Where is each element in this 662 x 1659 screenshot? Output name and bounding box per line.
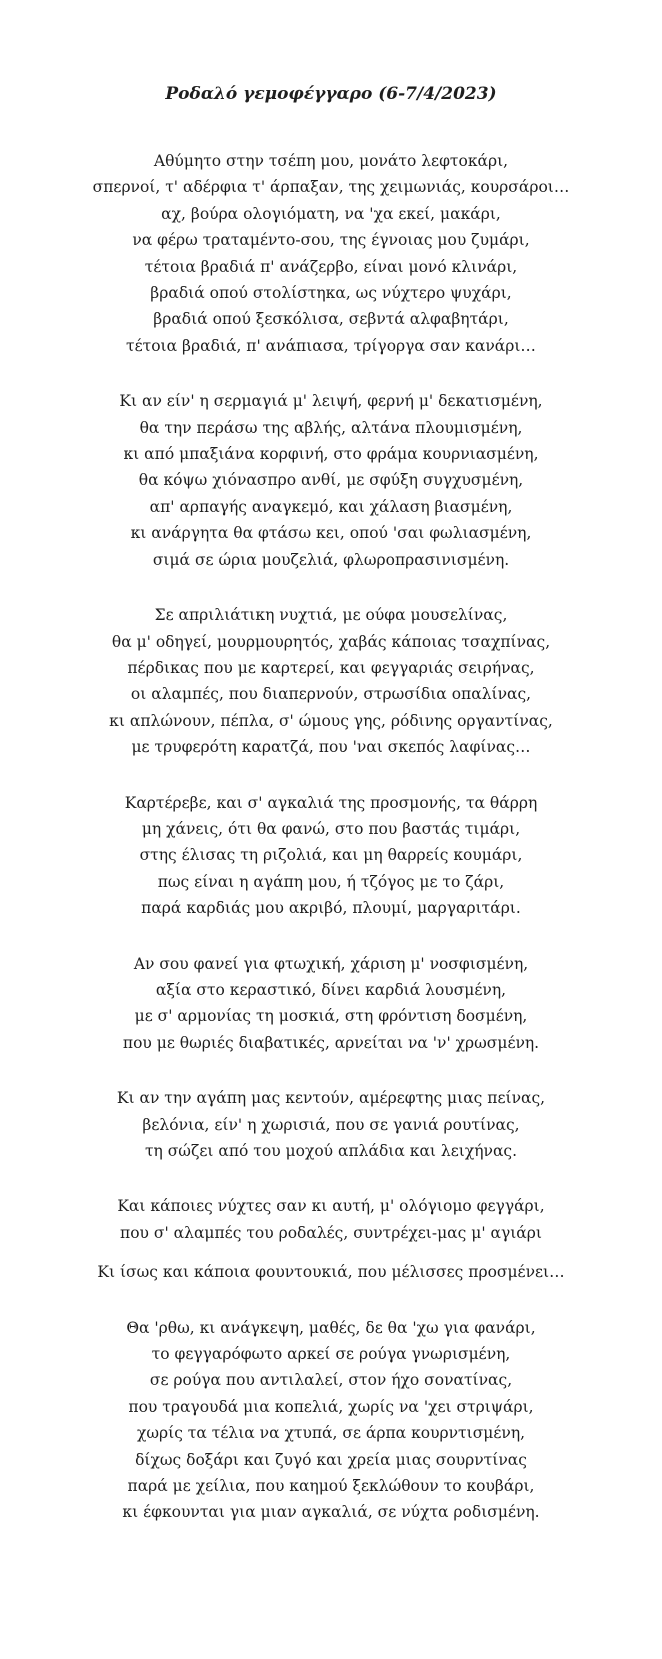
poem-line: που τραγουδά μια κοπελιά, χωρίς να 'χει στριψάρι, <box>128 1397 534 1416</box>
poem-line: κι από μπαξιάνα κορφινή, στο φράμα κουρνιασμένη, <box>123 445 539 464</box>
poem-line: πέρδικας που με καρτερεί, και φεγγαριάς σειρήνας, <box>127 658 535 677</box>
poem-line: κι απλώνουν, πέπλα, σ' ώμους γης, ρόδινης οργαντίνας, <box>109 711 553 730</box>
stanza-gap <box>0 573 662 602</box>
poem-line: βραδιά οπού στολίστηκα, ως νύχτερο ψυχάρι, <box>150 284 512 303</box>
stanza-gap <box>0 1246 662 1259</box>
stanza <box>0 1259 662 1285</box>
poem-line: κι έφκουνται για μιαν αγκαλιά, σε νύχτα ροδισμένη. <box>122 1503 540 1522</box>
poem-line: να φέρω τραταμέντο-σου, της έγνοιας μου ζυμάρι, <box>132 231 530 250</box>
poem-line: με τρυφερότη καρατζά, που 'ναι σκεπός λαφίνας… <box>131 738 531 757</box>
stanza <box>0 388 662 573</box>
poem-line: τέτοια βραδιά, π' ανάπιασα, τρίγοργα σαν κανάρι… <box>126 336 536 355</box>
poem-line: Αθύμητο στην τσέπη μου, μονάτο λεφτοκάρι, <box>153 152 509 170</box>
poem-line: παρά με χείλια, που καημού ξεκλώθουν το κουβάρι, <box>127 1477 535 1496</box>
poem-line: Και κάποιες νύχτες σαν κι αυτή, μ' ολόγιομο φεγγάρι, <box>117 1197 545 1216</box>
stanza <box>0 790 662 922</box>
stanza-gap <box>0 1286 662 1315</box>
poem-line: δίχως δοξάρι και ζυγό και χρεία μιας σουρντίνας <box>135 1450 527 1469</box>
poem-line: Καρτέρεβε, και σ' αγκαλιά της προσμονής, τα θάρρη <box>124 793 538 812</box>
poem-title: Ροδαλό γεμοφέγγαρο (6-7/4/2023) <box>165 84 497 104</box>
poem-line: χωρίς τα τέλια να χτυπά, σε άρπα κουρντισμένη, <box>136 1424 526 1443</box>
poem-line: στης έλισας τη ριζολιά, και μη θαρρείς κουμάρι, <box>139 846 523 865</box>
poem-line: θα την περάσω της αβλής, αλτάνα πλουμισμένη, <box>139 418 523 437</box>
poem-line: πως είναι η αγάπη μου, ή τζόγος με το ζάρι, <box>157 872 505 891</box>
poem-line: σπερνοί, τ' αδέρφια τ' άρπαξαν, της χειμωνιάς, κουρσάροι… <box>92 178 570 197</box>
poem-line: Αν σου φανεί για φτωχική, χάριση μ' νοσφισμένη, <box>133 954 529 973</box>
stanza-gap <box>0 359 662 388</box>
stanza <box>0 1315 662 1526</box>
poem-line: το φεγγαρόφωτο αρκεί σε ρούγα γνωρισμένη, <box>151 1345 511 1364</box>
poem-line: σιμά σε ώρια μουζελιά, φλωροπρασινισμένη. <box>152 550 510 569</box>
poem-line: τέτοια βραδιά π' ανάζερβο, είναι μονό κλινάρι, <box>144 257 518 276</box>
poem-line: με σ' αρμονίας τη μοσκιά, στη φρόντιση δοσμένη, <box>134 1007 528 1026</box>
stanza <box>0 148 662 359</box>
poem-line: αχ, βούρα ολογιόματη, να 'χα εκεί, μακάρι, <box>161 204 501 223</box>
poem-line: θα μ' οδηγεί, μουρμουρητός, χαβάς κάποιας τσαχπίνας, <box>111 632 551 651</box>
stanza-gap <box>0 922 662 951</box>
stanza <box>0 951 662 1057</box>
poem-line: κι ανάργητα θα φτάσω κει, οπού 'σαι φωλιασμένη, <box>130 524 532 543</box>
stanza-gap <box>0 1056 662 1085</box>
poem-line: Κι ίσως και κάποια φουντουκιά, που μέλισσες προσμένει… <box>97 1263 565 1282</box>
poem-line: οι αλαμπές, που διαπερνούν, στρωσίδια οπαλίνας, <box>130 685 532 704</box>
poem-line: θα κόψω χιόνασπρο ανθί, με σφύξη συγχυσμένη, <box>138 471 524 490</box>
poem-line: που με θωριές διαβατικές, αρνείται να 'ν' χρωσμένη. <box>122 1033 540 1052</box>
stanza-gap <box>0 1164 662 1193</box>
poem-line: σε ρούγα που αντιλαλεί, στον ήχο σονατίνας, <box>149 1371 513 1390</box>
poem-line: τη σώζει από του μοχού απλάδια και λειχήνας. <box>144 1142 518 1160</box>
poem-line: Κι αν την αγάπη μας κεντούν, αμέρεφτης μιας πείνας, <box>116 1089 546 1108</box>
poem-line: παρά καρδιάς μου ακριβό, πλουμί, μαργαριτάρι. <box>141 899 521 918</box>
poem-body <box>0 148 662 1526</box>
poem-line: αξία στο κεραστικό, δίνει καρδιά λουσμένη, <box>155 980 507 999</box>
poem-line: βραδιά οπού ξεσκόλισα, σεβντά αλφαβητάρι, <box>153 310 509 329</box>
stanza-gap <box>0 761 662 790</box>
poem-line: απ' αρπαγής αναγκεμό, και χάλαση βιασμένη, <box>149 497 513 516</box>
stanza <box>0 1085 662 1164</box>
poem-line: βελόνια, είν' η χωρισιά, που σε γανιά ρουτίνας, <box>142 1115 520 1134</box>
poem-line: Θα 'ρθω, κι ανάγκεψη, μαθές, δε θα 'χω για φανάρι, <box>126 1318 536 1337</box>
poem-line: Σε απριλιάτικη νυχτιά, με ούφα μουσελίνας, <box>154 606 508 625</box>
poem-line: Κι αν είν' η σερμαγιά μ' λειψή, φερνή μ' δεκατισμένη, <box>119 392 543 411</box>
stanza <box>0 602 662 760</box>
stanza <box>0 1193 662 1246</box>
poem-line: μη χάνεις, ότι θα φανώ, στο που βαστάς τιμάρι, <box>141 819 521 838</box>
poem-line: που σ' αλαμπές του ροδαλές, συντρέχει-μας μ' αγιάρι <box>120 1223 542 1242</box>
